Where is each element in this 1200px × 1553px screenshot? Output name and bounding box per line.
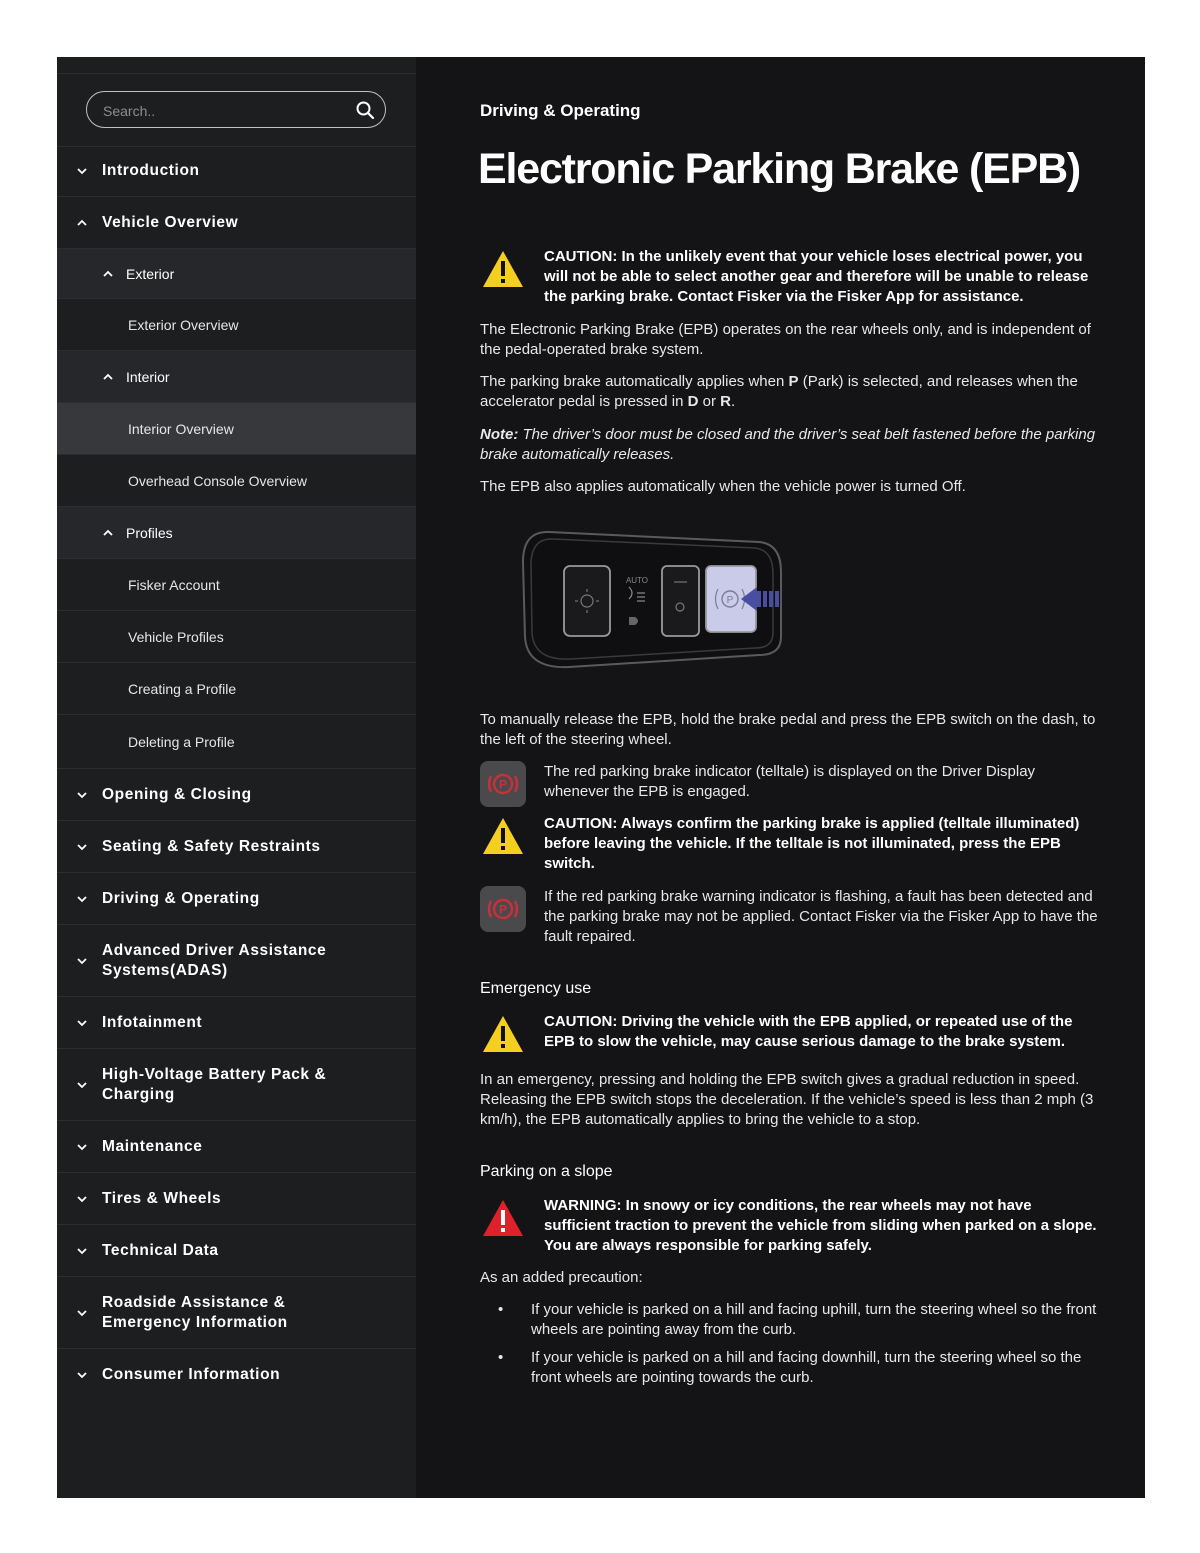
chevron-down-icon: [75, 788, 89, 802]
text-run: .: [731, 393, 736, 410]
sidebar-item-adas[interactable]: [57, 925, 416, 997]
sidebar-item-vehicle-profiles[interactable]: [57, 611, 416, 663]
chevron-up-icon: [101, 267, 115, 281]
sidebar-item-label: Exterior: [126, 265, 175, 282]
sidebar-item-consumer-information[interactable]: [57, 1349, 416, 1401]
chevron-down-icon: [75, 164, 89, 178]
warning-text: WARNING: In snowy or icy conditions, the rear wheels may not have sufficient traction to prevent the vehicle from sliding when parked on a slope. You are always responsible for parking safely.: [544, 1197, 1097, 1254]
paragraph: As an added precaution:: [480, 1269, 643, 1286]
gear-r: R: [720, 393, 731, 410]
text-run: The parking brake automatically applies when: [480, 373, 789, 390]
gear-d: D: [687, 393, 699, 410]
sidebar-item-label: Fisker Account: [128, 576, 220, 593]
sidebar-item-seating-safety[interactable]: [57, 821, 416, 873]
sidebar-item-label: Profiles: [126, 524, 173, 541]
sidebar-item-tires-wheels[interactable]: [57, 1173, 416, 1225]
chevron-down-icon: [75, 1016, 89, 1030]
sidebar-item-infotainment[interactable]: [57, 997, 416, 1049]
chevron-down-icon: [75, 1078, 89, 1092]
telltale-info: [480, 886, 1105, 948]
chevron-up-icon: [75, 216, 89, 230]
sidebar-item-label: Creating a Profile: [128, 680, 237, 697]
sidebar-item-label: Infotainment: [102, 1013, 203, 1031]
caution-icon: [480, 1012, 526, 1058]
chevron-down-icon: [75, 1140, 89, 1154]
sidebar-item-deleting-a-profile[interactable]: [57, 715, 416, 769]
list-item: [480, 1348, 1105, 1390]
telltale-text: If the red parking brake warning indicator is flashing, a fault has been detected and the parking brake may not be applied. Contact Fisker via the Fisker App to have the fault repaired.: [544, 888, 1098, 945]
telltale-text: The red parking brake indicator (telltale) is displayed on the Driver Display whenever the EPB is engaged.: [544, 763, 1036, 800]
bullet-dot: •: [498, 1349, 504, 1366]
sidebar-item-label: Tires & Wheels: [102, 1189, 222, 1207]
paragraph: [480, 372, 1100, 412]
svg-text:P: P: [726, 595, 734, 606]
svg-text:P: P: [498, 902, 508, 917]
epb-switch-illustration: [519, 527, 784, 672]
note-label: Note:: [480, 426, 519, 443]
sidebar-item-vehicle-overview[interactable]: [57, 197, 416, 249]
warning-callout: [480, 1196, 1105, 1258]
sidebar-item-fisker-account[interactable]: [57, 559, 416, 611]
chevron-down-icon: [75, 892, 89, 906]
search-box: [86, 91, 386, 128]
sidebar-item-exterior[interactable]: [57, 249, 416, 299]
sidebar-item-interior-overview[interactable]: [57, 403, 416, 455]
parking-brake-telltale-icon: [480, 886, 526, 932]
caution-icon: [480, 814, 526, 860]
sidebar-item-label: Consumer Information: [102, 1366, 281, 1383]
caution-icon: [480, 247, 526, 293]
sidebar-item-label: Introduction: [102, 161, 200, 179]
sidebar-item-driving-operating[interactable]: [57, 873, 416, 925]
svg-text:P: P: [498, 777, 508, 792]
sidebar-item-label: Vehicle Overview: [102, 213, 239, 231]
note: [480, 425, 1100, 465]
search-input[interactable]: [101, 92, 345, 129]
sidebar-item-label: Technical Data: [102, 1241, 219, 1259]
paragraph: In an emergency, pressing and holding the EPB switch gives a gradual reduction in speed. Releasing the EPB switch stops the deceleration. If the vehicle’s speed is less than 2 mph (3 km/h), the EPB automatically applies to bring the vehicle to a stop.: [480, 1071, 1094, 1128]
text-run: (Park) is selected, and releases when the accelerator pedal is pressed in: [480, 373, 1078, 410]
list-item-text: If your vehicle is parked on a hill and facing uphill, turn the steering wheel so the front wheels are pointing away from the curb.: [531, 1301, 1097, 1338]
section-heading: Emergency use: [480, 980, 592, 997]
sidebar-item-opening-closing[interactable]: [57, 769, 416, 821]
caution-callout: [480, 1012, 1105, 1058]
list-item-text: If your vehicle is parked on a hill and facing downhill, turn the steering wheel so the front wheels are pointing towards the curb.: [531, 1349, 1082, 1386]
sidebar-item-hv-battery-charging[interactable]: [57, 1049, 416, 1121]
sidebar-item-label: Interior Overview: [128, 420, 234, 437]
main-content: [416, 57, 1145, 1498]
app-frame: [57, 57, 1145, 1498]
sidebar-item-roadside-assistance[interactable]: [57, 1277, 416, 1349]
sidebar-item-overhead-console-overview[interactable]: [57, 455, 416, 507]
chevron-up-icon: [101, 370, 115, 384]
sidebar-item-exterior-overview[interactable]: [57, 299, 416, 351]
sidebar-item-label: Deleting a Profile: [128, 733, 235, 750]
sidebar-item-label: High-Voltage Battery Pack & Charging: [102, 1065, 327, 1103]
section-heading: Parking on a slope: [480, 1163, 613, 1180]
search-bar: [57, 73, 416, 147]
chevron-down-icon: [75, 840, 89, 854]
sidebar-item-maintenance[interactable]: [57, 1121, 416, 1173]
sidebar-item-label: Seating & Safety Restraints: [102, 837, 321, 855]
sidebar-item-creating-a-profile[interactable]: [57, 663, 416, 715]
note-text: The driver’s door must be closed and the driver’s seat belt fastened before the parking brake automatically releases.: [480, 426, 1096, 463]
sidebar-item-label: Advanced Driver Assistance Systems(ADAS): [102, 941, 327, 979]
chevron-down-icon: [75, 1192, 89, 1206]
sidebar: [57, 57, 416, 1498]
telltale-info: [480, 761, 1105, 807]
sidebar-item-label: Interior: [126, 368, 170, 385]
sidebar-item-profiles[interactable]: [57, 507, 416, 559]
caution-callout: [480, 814, 1105, 876]
sidebar-item-label: Driving & Operating: [102, 889, 260, 907]
page-title: Electronic Parking Brake (EPB): [478, 145, 1081, 193]
paragraph: The EPB also applies automatically when the vehicle power is turned Off.: [480, 478, 966, 495]
chevron-down-icon: [75, 954, 89, 968]
paragraph: To manually release the EPB, hold the brake pedal and press the EPB switch on the dash, to the left of the steering wheel.: [480, 711, 1096, 748]
gear-p: P: [788, 373, 799, 390]
parking-brake-telltale-icon: [480, 761, 526, 807]
chevron-down-icon: [75, 1368, 89, 1382]
sidebar-item-label: Vehicle Profiles: [128, 628, 224, 645]
sidebar-item-label: Roadside Assistance & Emergency Information: [102, 1293, 288, 1331]
sidebar-item-label: Overhead Console Overview: [128, 472, 307, 489]
caution-callout: [480, 247, 1105, 309]
breadcrumb[interactable]: Driving & Operating: [480, 101, 641, 120]
paragraph: The Electronic Parking Brake (EPB) operates on the rear wheels only, and is independent of the pedal-operated brake system.: [480, 321, 1091, 358]
caution-text: CAUTION: Driving the vehicle with the EPB applied, or repeated use of the EPB to slow the vehicle, may cause serious damage to the brake system.: [544, 1013, 1073, 1050]
sidebar-item-label: Exterior Overview: [128, 316, 239, 333]
chevron-down-icon: [75, 1244, 89, 1258]
sidebar-item-interior[interactable]: [57, 351, 416, 403]
auto-label: AUTO: [625, 576, 649, 585]
sidebar-item-label: Opening & Closing: [102, 785, 252, 803]
list-item: [480, 1300, 1105, 1342]
caution-text: CAUTION: In the unlikely event that your vehicle loses electrical power, you will not be able to select another gear and therefore will be unable to release the parking brake. Contact Fisker via the Fisker App for assistance.: [544, 248, 1089, 305]
caution-text: CAUTION: Always confirm the parking brake is applied (telltale illuminated) before leaving the vehicle. If the telltale is not illuminated, press the EPB switch.: [544, 815, 1080, 872]
search-icon[interactable]: [355, 100, 375, 120]
sidebar-item-introduction[interactable]: [57, 145, 416, 197]
warning-icon: [480, 1196, 526, 1242]
chevron-down-icon: [75, 1306, 89, 1320]
text-run: or: [698, 393, 721, 410]
sidebar-item-label: Maintenance: [102, 1137, 203, 1155]
sidebar-item-technical-data[interactable]: [57, 1225, 416, 1277]
bullet-dot: •: [498, 1301, 504, 1318]
chevron-up-icon: [101, 526, 115, 540]
